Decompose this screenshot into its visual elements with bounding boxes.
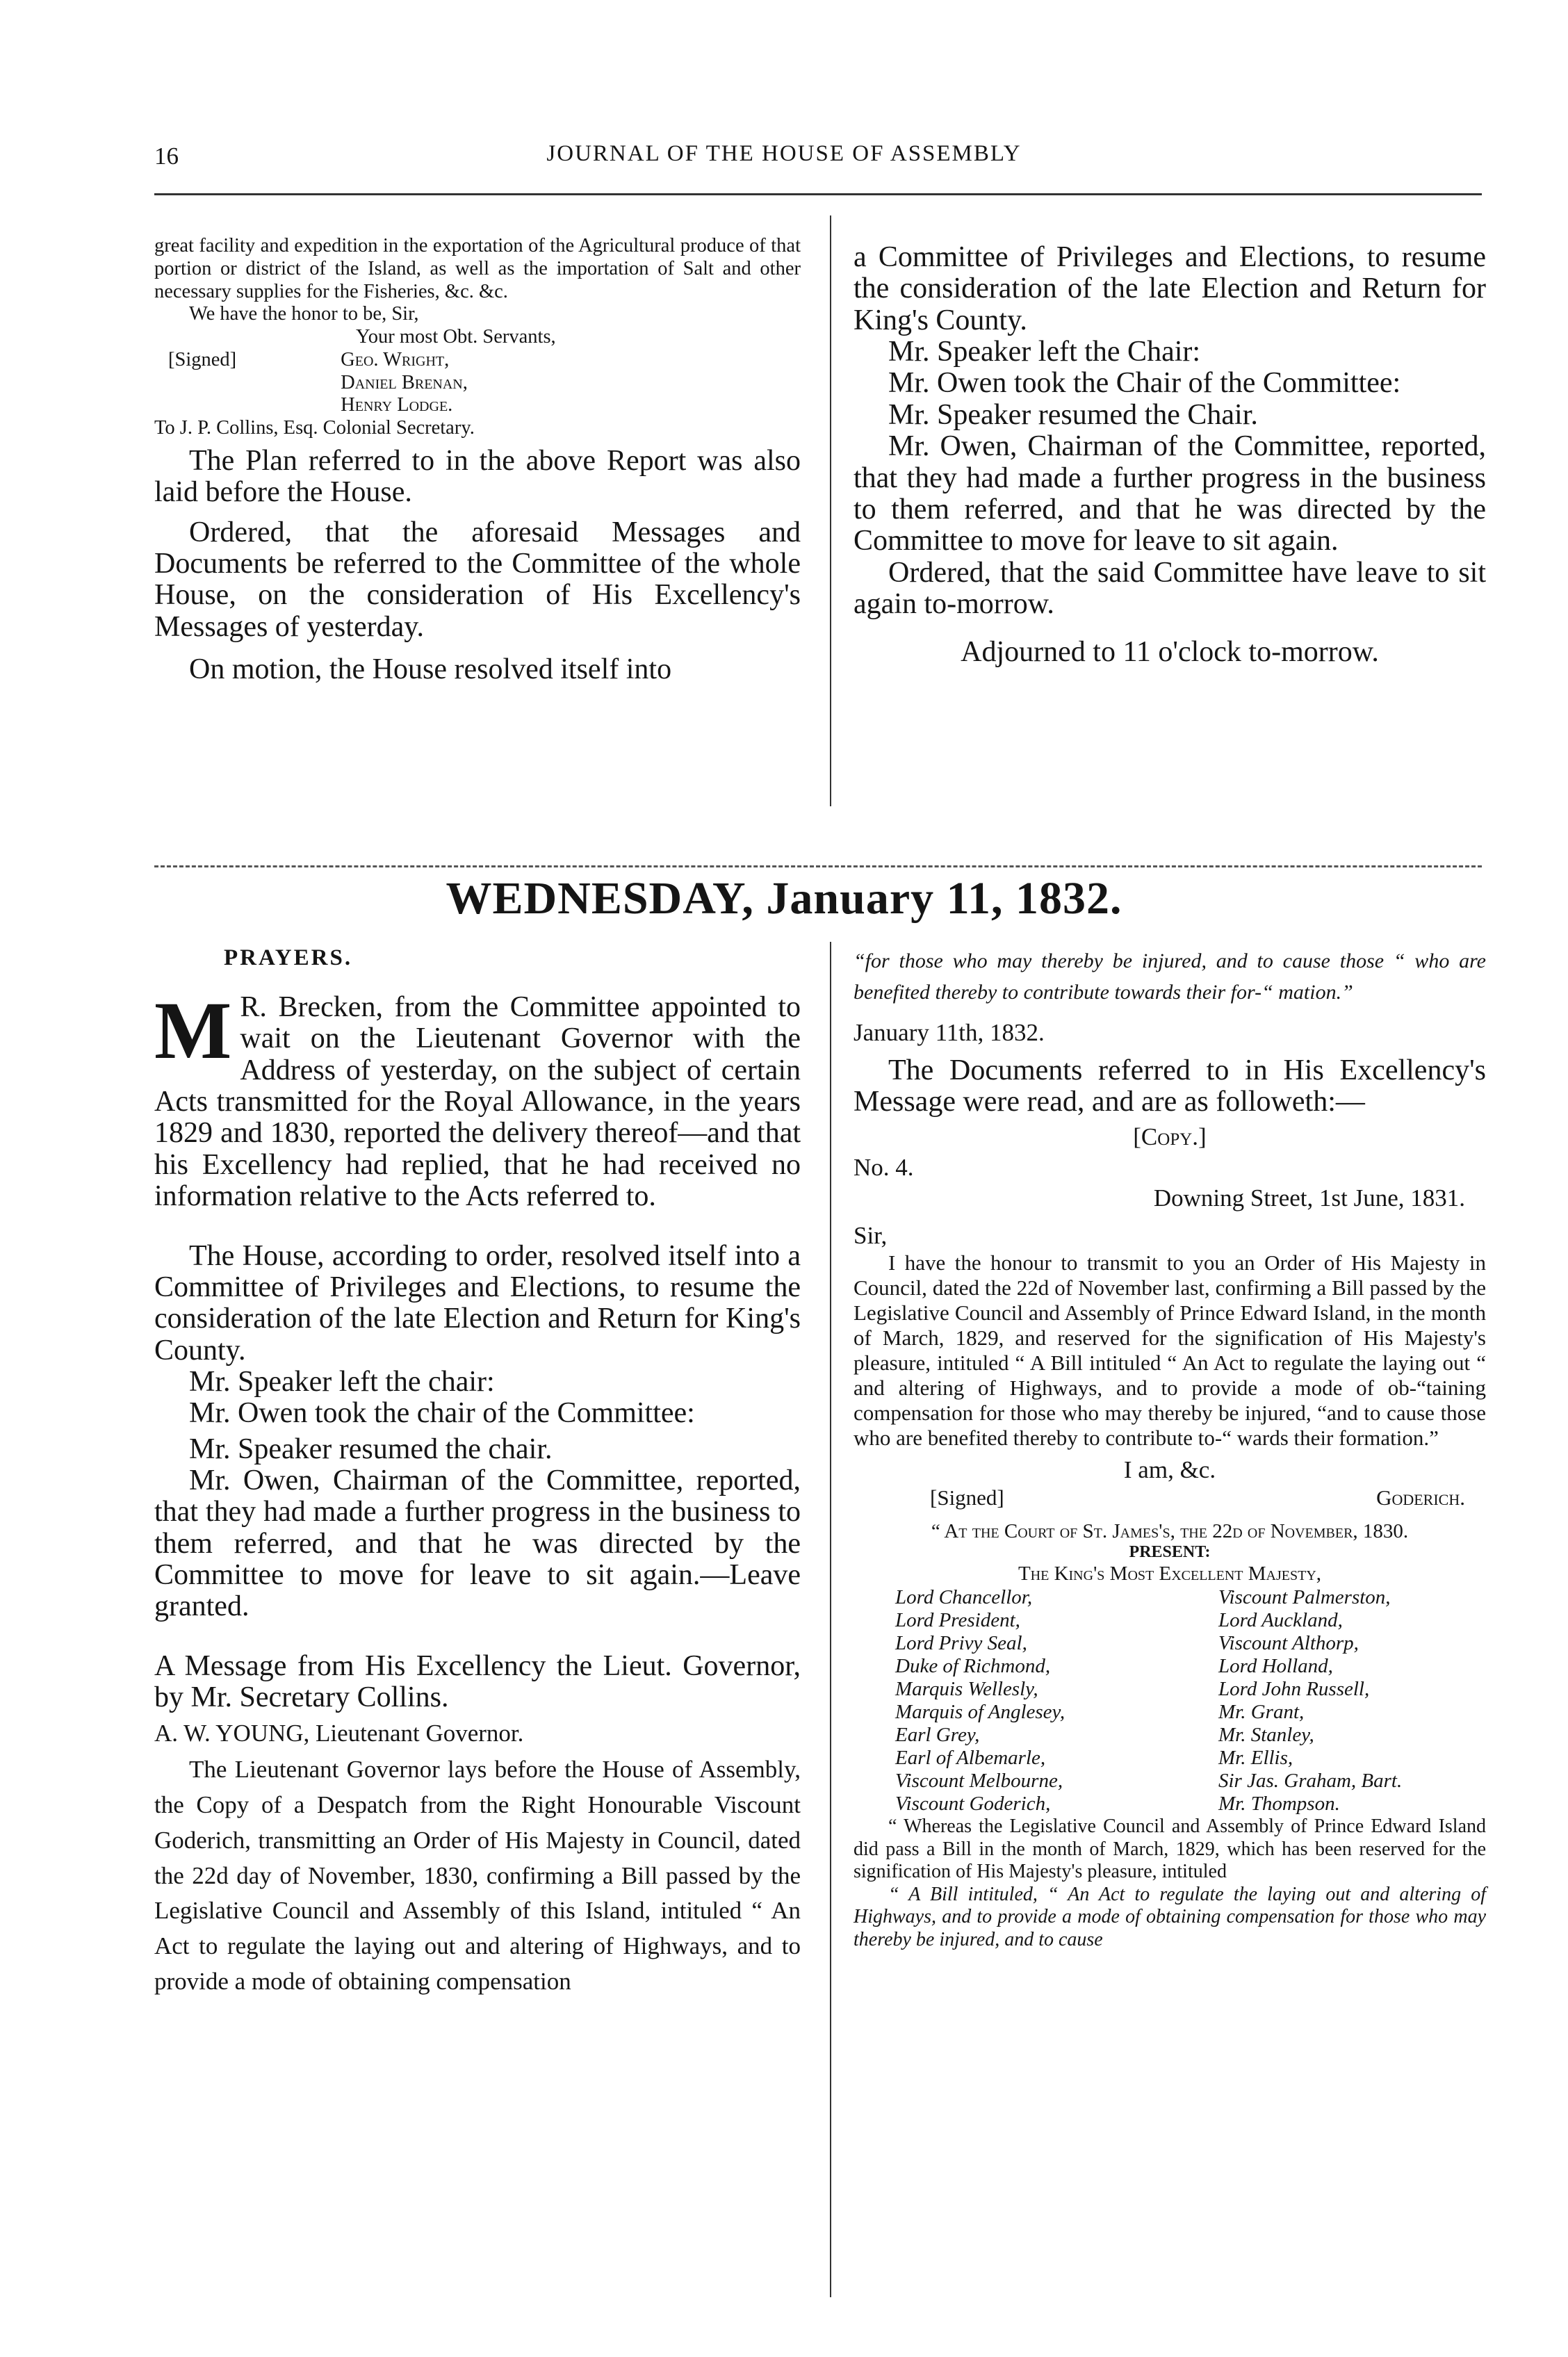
motion-paragraph: On motion, the House resolved itself into bbox=[189, 653, 672, 686]
message-paragraph: A Message from His Excellency the Lieut. Governor, by Mr. Secretary Collins. bbox=[154, 1649, 801, 1714]
section-rule bbox=[154, 865, 1482, 867]
brecken-paragraph: R. Brecken, from the Committee appointed to wait on the Lieutenant Governor with the Address of yesterday, on the subject of certain Acts transmitted for the Royal Allowance, in the years 1829 and 1830, reported the delivery thereof—and that his Excellency had replied, that he had received no information relative to the Acts referred to. bbox=[154, 991, 801, 1213]
speaker-left-chair: Mr. Speaker left the Chair: bbox=[888, 336, 1201, 368]
owen-took-chair: Mr. Owen took the chair of the Committee: bbox=[189, 1397, 695, 1430]
present-name: Earl Grey, bbox=[895, 1724, 980, 1747]
court-line: “ At the Court of St. James's, the 22d of November, 1830. bbox=[931, 1519, 1409, 1542]
header-rule bbox=[154, 193, 1482, 195]
i-am-line: I am, &c. bbox=[1123, 1456, 1216, 1484]
present-name: Viscount Althorp, bbox=[1218, 1632, 1359, 1655]
present-names-list bbox=[854, 1586, 1486, 1816]
page-number: 16 bbox=[154, 142, 179, 170]
present-name: Mr. Thompson. bbox=[1218, 1793, 1340, 1816]
signed-label: [Signed] bbox=[930, 1485, 1004, 1510]
present-name: Earl of Albemarle, bbox=[895, 1747, 1046, 1770]
young-signature: A. W. YOUNG, Lieutenant Governor. bbox=[154, 1719, 524, 1747]
bottom-left-column bbox=[154, 945, 801, 2000]
message-body: The Lieutenant Governor lays before the House of Assembly, the Copy of a Despatch from the Right Honourable Viscount Goderich, transmitting an Order of His Majesty in Council, dated the 22d day of November, 1830, confirming a Bill passed by the Legislative Council and Assembly of this Island, intituled “ An Act to regulate the laying out and altering of Highways, and to provide a mode of obtaining compensation bbox=[154, 1756, 801, 1995]
speaker-left-chair: Mr. Speaker left the chair: bbox=[189, 1365, 495, 1398]
present-label: PRESENT: bbox=[1129, 1543, 1211, 1562]
letter-body: I have the honour to transmit to you an Order of His Majesty in Council, dated the 22d of November last, confirming a Bill passed by the Legislative Council and Assembly of Prince Edward Island, in the month of March, 1829, and reserved for the signification of His Majesty's pleasure, intituled “ A Bill intituled “ An Act to regulate the laying out “ and altering of Highways, and to provide a mode of ob-“taining compensation for those who may thereby be injured, “and to cause those who are benefited thereby to contribute to-“ wards their formation.” bbox=[854, 1250, 1486, 1451]
committee-paragraph: a Committee of Privileges and Elections, to resume the consideration of the late Election and Return for King's County. bbox=[854, 241, 1486, 336]
top-right-column bbox=[854, 242, 1486, 669]
present-name: Sir Jas. Graham, Bart. bbox=[1218, 1770, 1403, 1793]
signers-block bbox=[154, 349, 801, 417]
whereas-paragraph: “ Whereas the Legislative Council and Assembly of Prince Edward Island did pass a Bill in the month of March, 1829, which has been reserved for the signification of His Majesty's pleasure, intituled bbox=[854, 1816, 1486, 1883]
plan-paragraph: The Plan referred to in the above Report was also laid before the House. bbox=[154, 444, 801, 509]
present-name: Viscount Goderich, bbox=[895, 1793, 1051, 1816]
addressee: To J. P. Collins, Esq. Colonial Secretary. bbox=[154, 417, 475, 439]
present-name: Lord Auckland, bbox=[1218, 1608, 1343, 1631]
present-name: Lord Holland, bbox=[1218, 1655, 1333, 1678]
signature-line bbox=[854, 1485, 1486, 1510]
owen-took-chair: Mr. Owen took the Chair of the Committee: bbox=[888, 367, 1401, 400]
letter-closing-1: We have the honor to be, Sir, bbox=[189, 303, 419, 325]
present-name: Duke of Richmond, bbox=[895, 1655, 1051, 1678]
number-label: No. 4. bbox=[854, 1154, 914, 1182]
present-name: Marquis Wellesly, bbox=[895, 1678, 1038, 1701]
ordered-paragraph: Ordered, that the aforesaid Messages and Documents be referred to the Committee of the whole House, on the consideration of His Excellency's Messages of yesterday. bbox=[154, 516, 801, 643]
present-name: Lord Chancellor, bbox=[895, 1585, 1033, 1608]
bill-intituled-paragraph: “ A Bill intituled, “ An Act to regulate the laying out and altering of Highways, and to provide a mode of obtaining compensation for those who may thereby be injured, and to cause bbox=[854, 1883, 1486, 1950]
date-heading: WEDNESDAY, January 11, 1832. bbox=[446, 873, 1122, 924]
quote-continuation: “for those who may thereby be injured, and to cause those “ who are benefited thereby to contribute towards their for-“ mation.” bbox=[854, 949, 1486, 1004]
house-paragraph: The House, according to order, resolved itself into a Committee of Privileges and Elections, to resume the consideration of the late Election and Return for King's County. bbox=[154, 1239, 801, 1367]
column-divider-top bbox=[830, 215, 831, 806]
signer-name: Henry Lodge. bbox=[341, 394, 453, 416]
signed-label: [Signed] bbox=[168, 348, 237, 370]
signer-name: Geo. Wright, bbox=[341, 348, 450, 370]
salutation: Sir, bbox=[854, 1221, 888, 1249]
letter-closing-2: Your most Obt. Servants, bbox=[356, 326, 556, 348]
documents-paragraph: The Documents referred to in His Excellency's Message were read, and are as followeth:— bbox=[854, 1054, 1486, 1118]
present-name: Viscount Melbourne, bbox=[895, 1770, 1063, 1793]
owen-reported: Mr. Owen, Chairman of the Committee, reported, that they had made a further progress in the business to them referred, and that he was directed by the Committee to move for leave to sit again.—Leave granted. bbox=[154, 1465, 801, 1623]
drop-cap: M bbox=[154, 985, 232, 1076]
adjourned-line: Adjourned to 11 o'clock to-morrow. bbox=[961, 636, 1379, 669]
column-divider-bottom bbox=[830, 942, 831, 2297]
top-left-column bbox=[154, 235, 801, 685]
date-line: January 11th, 1832. bbox=[854, 1019, 1045, 1046]
present-name: Viscount Palmerston, bbox=[1218, 1585, 1391, 1608]
ordered-leave: Ordered, that the said Committee have leave to sit again to-morrow. bbox=[854, 556, 1486, 620]
present-name: Lord John Russell, bbox=[1218, 1678, 1370, 1701]
signer-name: Daniel Brenan, bbox=[341, 371, 468, 393]
bottom-right-column bbox=[854, 945, 1486, 1951]
goderich-signature: Goderich. bbox=[1376, 1485, 1465, 1510]
speaker-resumed-chair: Mr. Speaker resumed the chair. bbox=[189, 1433, 553, 1465]
present-name: Lord Privy Seal, bbox=[895, 1632, 1027, 1655]
copy-label: [Copy.] bbox=[1133, 1123, 1207, 1151]
prayers-heading: PRAYERS. bbox=[224, 945, 353, 970]
majesty-line: The King's Most Excellent Majesty, bbox=[1018, 1563, 1322, 1585]
speaker-resumed-chair: Mr. Speaker resumed the Chair. bbox=[888, 398, 1258, 431]
journal-title: JOURNAL OF THE HOUSE OF ASSEMBLY bbox=[546, 141, 1022, 166]
present-name: Mr. Ellis, bbox=[1218, 1747, 1293, 1770]
owen-reported: Mr. Owen, Chairman of the Committee, reported, that they had made a further progress in the business to them referred, and that he was directed by the Committee to move for leave to sit again. bbox=[854, 430, 1486, 557]
downing-street-line: Downing Street, 1st June, 1831. bbox=[1153, 1184, 1465, 1212]
present-name: Lord President, bbox=[895, 1608, 1020, 1631]
letter-end: great facility and expedition in the exportation of the Agricultural produce of that portion or district of the Island, as well as the importation of Salt and other necessary supplies for the Fisheries, &c. &c. bbox=[154, 235, 801, 302]
present-name: Mr. Stanley, bbox=[1218, 1724, 1314, 1747]
present-name: Mr. Grant, bbox=[1218, 1701, 1305, 1724]
present-name: Marquis of Anglesey, bbox=[895, 1701, 1065, 1724]
